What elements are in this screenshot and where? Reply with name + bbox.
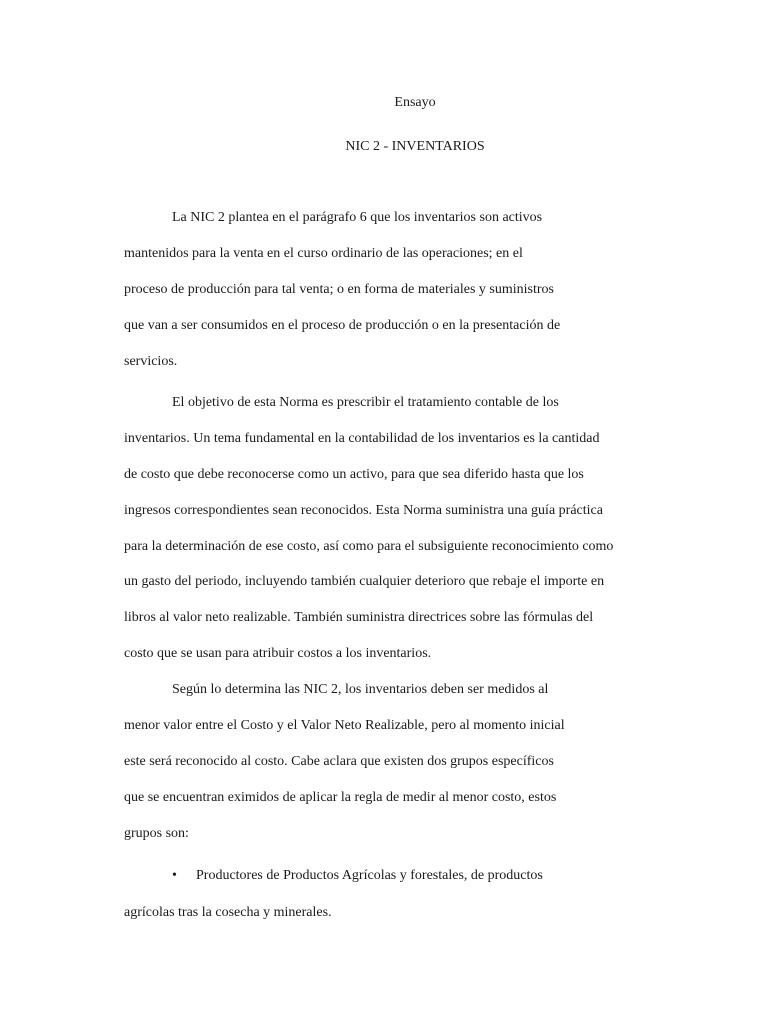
document-title: Ensayo xyxy=(394,95,436,110)
paragraph-line: un gasto del periodo, incluyendo también cualquier deterioro que rebaje el importe en xyxy=(124,574,605,589)
paragraph-line: costo que se usan para atribuir costos a los inventarios. xyxy=(124,646,432,661)
paragraph-line: de costo que debe reconocerse como un activo, para que sea diferido hasta que los xyxy=(124,467,584,482)
paragraph-line: grupos son: xyxy=(124,826,189,841)
paragraph-line: mantenidos para la venta en el curso ordinario de las operaciones; en el xyxy=(124,246,523,261)
paragraph-line: menor valor entre el Costo y el Valor Neto Realizable, pero al momento inicial xyxy=(124,718,565,733)
paragraph-line: ingresos correspondientes sean reconocidos. Esta Norma suministra una guía práctica xyxy=(124,503,603,518)
paragraph-line: este será reconocido al costo. Cabe aclara que existen dos grupos específicos xyxy=(124,754,554,769)
bullet-item-text: Productores de Productos Agrícolas y forestales, de productos xyxy=(196,868,543,883)
bullet-icon: • xyxy=(172,868,177,883)
document-subtitle: NIC 2 - INVENTARIOS xyxy=(345,139,485,154)
paragraph-line: para la determinación de ese costo, así como para el subsiguiente reconocimiento como xyxy=(124,539,614,554)
paragraph-line: libros al valor neto realizable. También suministra directrices sobre las fórmulas del xyxy=(124,610,594,625)
paragraph-line: La NIC 2 plantea en el parágrafo 6 que los inventarios son activos xyxy=(172,210,543,225)
paragraph-line: que se encuentran eximidos de aplicar la regla de medir al menor costo, estos xyxy=(124,790,557,805)
paragraph-line: proceso de producción para tal venta; o en forma de materiales y suministros xyxy=(124,282,554,297)
paragraph-line: Según lo determina las NIC 2, los inventarios deben ser medidos al xyxy=(172,682,549,697)
paragraph-line: que van a ser consumidos en el proceso de producción o en la presentación de xyxy=(124,318,561,333)
paragraph-line: El objetivo de esta Norma es prescribir el tratamiento contable de los xyxy=(172,395,559,410)
bullet-item-continuation: agrícolas tras la cosecha y minerales. xyxy=(124,905,332,920)
paragraph-line: servicios. xyxy=(124,354,178,369)
paragraph-line: inventarios. Un tema fundamental en la contabilidad de los inventarios es la cantidad xyxy=(124,431,600,446)
